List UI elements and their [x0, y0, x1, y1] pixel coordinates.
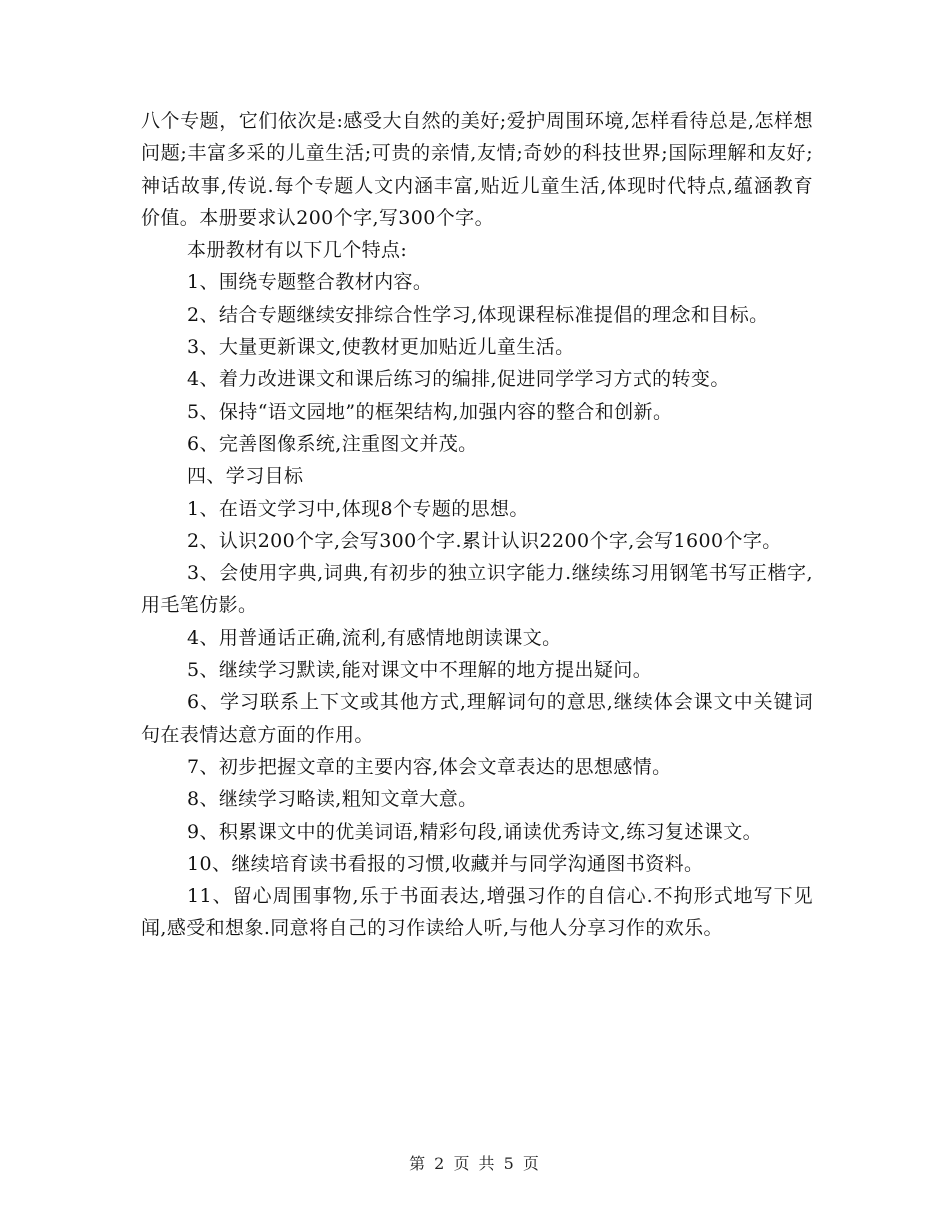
paragraph-12: 4、用普通话正确,流利,有感情地朗读课文。	[187, 626, 562, 649]
paragraph-19: 11、留心周围事物,乐于书面表达,增强习作的自信心.不拘形式地写下见闻,感受和想象.同意将自己的习作读给人听,与他人分享习作的欢乐。	[141, 885, 813, 940]
paragraph-13: 5、继续学习默读,能对课文中不理解的地方提出疑问。	[187, 659, 653, 682]
paragraph-16: 8、继续学习略读,粗知文章大意。	[187, 788, 478, 811]
paragraph-7: 6、完善图像系统,注重图文并茂。	[187, 432, 478, 455]
paragraph-4: 3、大量更新课文,使教材更加贴近儿童生活。	[187, 336, 575, 359]
paragraph-17: 9、积累课文中的优美词语,精彩句段,诵读优秀诗文,练习复述课文。	[187, 820, 763, 843]
paragraph-11: 3、会使用字典,词典,有初步的独立识字能力.继续练习用钢笔书写正楷字,用毛笔仿影。	[141, 562, 813, 617]
page-number-label: 第 2 页 共 5 页	[409, 1154, 541, 1173]
paragraph-3: 2、结合专题继续安排综合性学习,体现课程标准提倡的理念和目标。	[187, 303, 769, 326]
paragraph-1: 本册教材有以下几个特点:	[187, 239, 408, 262]
paragraph-15: 7、初步把握文章的主要内容,体会文章表达的思想感情。	[187, 755, 672, 778]
paragraph-6: 5、保持“语文园地”的框架结构,加强内容的整合和创新。	[187, 400, 673, 423]
document-body	[141, 105, 813, 945]
paragraph-5: 4、着力改进课文和课后练习的编排,促进同学学习方式的转变。	[187, 368, 730, 391]
paragraph-0: 八个专题，它们依次是:感受大自然的美好;爱护周围环境,怎样看待总是,怎样想问题;丰富多采的儿童生活;可贵的亲情,友情;奇妙的科技世界;国际理解和友好;神话故事,传说.每个专题人文内涵丰富,贴近儿童生活,体现时代特点,蕴涵教育价值。本册要求认200个字,写300个字。	[141, 110, 813, 229]
paragraph-18: 10、继续培育读书看报的习惯,收藏并与同学沟通图书资料。	[187, 852, 704, 875]
paragraph-10: 2、认识200个字,会写300个字.累计认识2200个字,会写1600个字。	[187, 529, 782, 552]
paragraph-2: 1、围绕专题整合教材内容。	[187, 271, 433, 294]
page-footer	[0, 1151, 950, 1174]
paragraph-9: 1、在语文学习中,体现8个专题的思想。	[187, 497, 529, 520]
section-heading: 四、学习目标	[187, 465, 304, 488]
paragraph-14: 6、学习联系上下文或其他方式,理解词句的意思,继续体会课文中关键词句在表情达意方面的作用。	[141, 691, 813, 746]
